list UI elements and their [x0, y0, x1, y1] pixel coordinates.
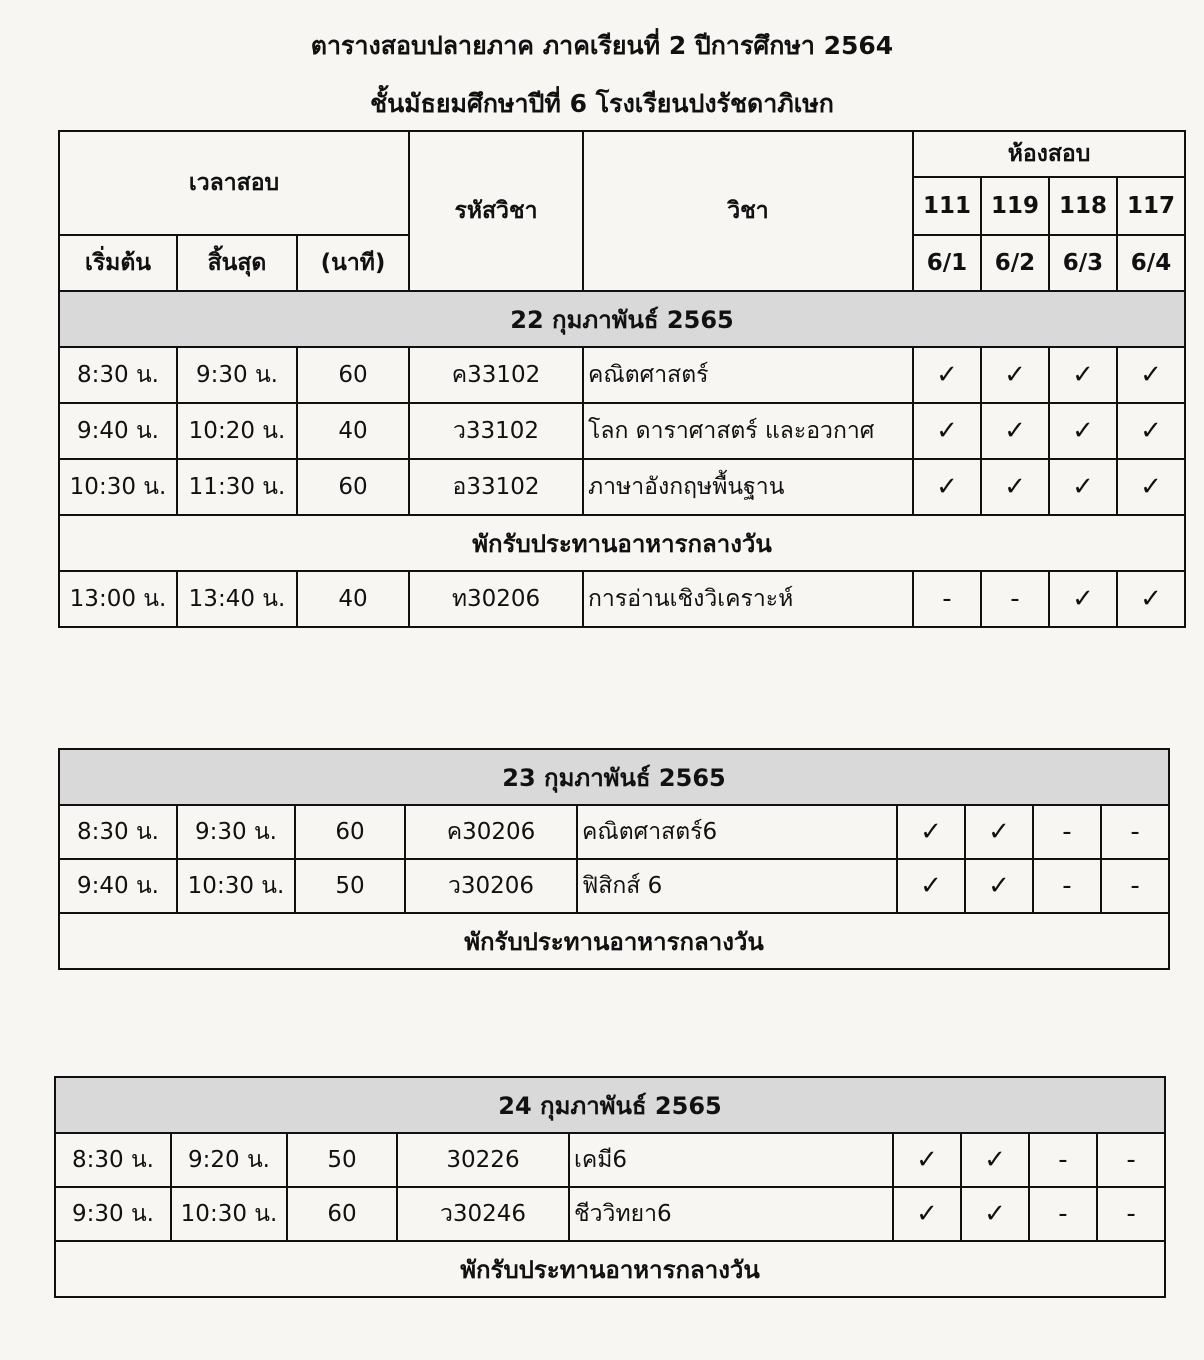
room-mark: -: [1029, 1133, 1097, 1187]
room-mark: ✓: [965, 859, 1033, 913]
room-mark: -: [1097, 1133, 1165, 1187]
subject-code: ค30206: [405, 805, 577, 859]
start-time: 8:30 น.: [55, 1133, 171, 1187]
room-mark: -: [913, 571, 981, 627]
end-time: 13:40 น.: [177, 571, 297, 627]
table-row: [59, 459, 1185, 515]
subject-name: เคมี6: [569, 1133, 893, 1187]
room-mark: ✓: [1117, 571, 1185, 627]
start-time: 9:40 น.: [59, 859, 177, 913]
schedule-table-day3: [54, 1076, 1166, 1298]
table-row: [55, 1187, 1165, 1241]
start-time: 8:30 น.: [59, 347, 177, 403]
room-mark: ✓: [961, 1133, 1029, 1187]
duration: 60: [297, 347, 409, 403]
room-mark: ✓: [1049, 571, 1117, 627]
start-time: 9:40 น.: [59, 403, 177, 459]
room-mark: -: [1033, 859, 1101, 913]
room-mark: ✓: [913, 403, 981, 459]
day-date: 22 กุมภาพันธ์ 2565: [59, 291, 1185, 347]
subject-name: คณิตศาสตร์: [583, 347, 913, 403]
duration: 60: [287, 1187, 397, 1241]
day-date: 23 กุมภาพันธ์ 2565: [59, 749, 1169, 805]
document-title: ตารางสอบปลายภาค ภาคเรียนที่ 2 ปีการศึกษา 2564: [310, 31, 894, 60]
room-mark: ✓: [1049, 459, 1117, 515]
room-mark: ✓: [981, 403, 1049, 459]
day-date: 24 กุมภาพันธ์ 2565: [55, 1077, 1165, 1133]
subject-name: โลก ดาราศาสตร์ และอวกาศ: [583, 403, 913, 459]
header-rooms: ห้องสอบ: [913, 131, 1185, 177]
lunch-break: พักรับประทานอาหารกลางวัน: [59, 515, 1185, 571]
header-code: รหัสวิชา: [409, 131, 583, 291]
subject-code: 30226: [397, 1133, 569, 1187]
header-exam-time: เวลาสอบ: [59, 131, 409, 235]
subject-code: ว33102: [409, 403, 583, 459]
room-mark: ✓: [897, 859, 965, 913]
room-mark: ✓: [913, 459, 981, 515]
room-mark: -: [1033, 805, 1101, 859]
end-time: 10:20 น.: [177, 403, 297, 459]
subject-name: ชีววิทยา6: [569, 1187, 893, 1241]
schedule-table-day2: [58, 748, 1170, 970]
room-mark: ✓: [897, 805, 965, 859]
room-mark: ✓: [1049, 403, 1117, 459]
room-mark: -: [1101, 859, 1169, 913]
subject-name: ฟิสิกส์ 6: [577, 859, 897, 913]
duration: 50: [287, 1133, 397, 1187]
header-subject: วิชา: [583, 131, 913, 291]
end-time: 10:30 น.: [171, 1187, 287, 1241]
duration: 40: [297, 571, 409, 627]
room-mark: ✓: [1117, 403, 1185, 459]
room-mark: ✓: [981, 347, 1049, 403]
room-mark: -: [981, 571, 1049, 627]
end-time: 9:20 น.: [171, 1133, 287, 1187]
lunch-break: พักรับประทานอาหารกลางวัน: [59, 913, 1169, 969]
room-mark: ✓: [1117, 347, 1185, 403]
end-time: 11:30 น.: [177, 459, 297, 515]
end-time: 9:30 น.: [177, 805, 295, 859]
subject-code: ท30206: [409, 571, 583, 627]
end-time: 9:30 น.: [177, 347, 297, 403]
room-mark: -: [1097, 1187, 1165, 1241]
header-room-117: 117: [1117, 177, 1185, 235]
room-mark: ✓: [961, 1187, 1029, 1241]
duration: 60: [297, 459, 409, 515]
duration: 60: [295, 805, 405, 859]
duration: 40: [297, 403, 409, 459]
room-mark: ✓: [913, 347, 981, 403]
schedule-table-day1: [58, 130, 1186, 628]
subject-name: การอ่านเชิงวิเคราะห์: [583, 571, 913, 627]
lunch-break: พักรับประทานอาหารกลางวัน: [55, 1241, 1165, 1297]
document-subtitle: ชั้นมัธยมศึกษาปีที่ 6 โรงเรียนปงรัชดาภิเษก: [370, 89, 834, 118]
header-end: สิ้นสุด: [177, 235, 297, 291]
subject-code: ว30246: [397, 1187, 569, 1241]
header-room-111: 111: [913, 177, 981, 235]
header-start: เริ่มต้น: [59, 235, 177, 291]
table-row: [59, 859, 1169, 913]
room-mark: ✓: [893, 1133, 961, 1187]
room-mark: -: [1029, 1187, 1097, 1241]
header-class-6-2: 6/2: [981, 235, 1049, 291]
table-row: [59, 805, 1169, 859]
subject-name: ภาษาอังกฤษพื้นฐาน: [583, 459, 913, 515]
room-mark: ✓: [965, 805, 1033, 859]
table-row: [55, 1133, 1165, 1187]
room-mark: -: [1101, 805, 1169, 859]
table-row: [59, 347, 1185, 403]
subject-code: อ33102: [409, 459, 583, 515]
header-class-6-1: 6/1: [913, 235, 981, 291]
header-minutes: (นาที): [297, 235, 409, 291]
room-mark: ✓: [981, 459, 1049, 515]
start-time: 13:00 น.: [59, 571, 177, 627]
header-room-118: 118: [1049, 177, 1117, 235]
table-row: [59, 403, 1185, 459]
room-mark: ✓: [1117, 459, 1185, 515]
duration: 50: [295, 859, 405, 913]
room-mark: ✓: [893, 1187, 961, 1241]
header-room-119: 119: [981, 177, 1049, 235]
room-mark: ✓: [1049, 347, 1117, 403]
start-time: 10:30 น.: [59, 459, 177, 515]
subject-code: ค33102: [409, 347, 583, 403]
header-class-6-3: 6/3: [1049, 235, 1117, 291]
start-time: 8:30 น.: [59, 805, 177, 859]
subject-code: ว30206: [405, 859, 577, 913]
subject-name: คณิตศาสตร์6: [577, 805, 897, 859]
table-row: [59, 571, 1185, 627]
header-class-6-4: 6/4: [1117, 235, 1185, 291]
start-time: 9:30 น.: [55, 1187, 171, 1241]
end-time: 10:30 น.: [177, 859, 295, 913]
